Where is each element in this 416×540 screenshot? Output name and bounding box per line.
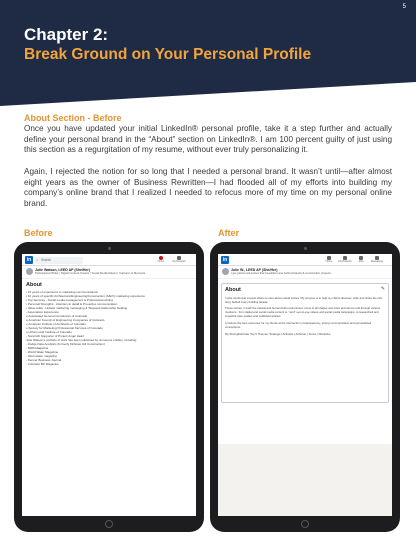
about-heading: About bbox=[26, 281, 42, 288]
about-line: o Urban Land Institute of Colorado bbox=[26, 330, 72, 335]
linkedin-navbar bbox=[22, 254, 196, 266]
nav-messaging[interactable] bbox=[370, 256, 384, 264]
search-input[interactable] bbox=[35, 257, 83, 264]
search-icon: ⌕ bbox=[36, 257, 39, 262]
profile-header bbox=[218, 266, 392, 279]
message-icon bbox=[375, 256, 379, 260]
profile-name: Julie Watson, LEED AP (She/Her) bbox=[35, 268, 90, 272]
about-line: - World Water Magazine bbox=[26, 350, 59, 355]
chapter-title: Break Ground on Your Personal Profile bbox=[24, 46, 312, 63]
before-label: Before bbox=[24, 228, 53, 238]
nav-my-network[interactable] bbox=[338, 256, 352, 264]
before-screen bbox=[22, 254, 196, 516]
nav-jobs[interactable] bbox=[354, 256, 368, 264]
after-tablet bbox=[210, 242, 400, 532]
about-paragraph-2: These stories, in both the natural and human-built environment, come in all shapes and sizes and can be told through various mediums - from digital and social media content to “nerd” eye-to-eye videos and social media campaigns, to researched and impactful case studies and published articles. bbox=[225, 306, 381, 319]
about-line: o American Institute of Architects of Colorado bbox=[26, 322, 86, 326]
about-line: - Denver Business Journal bbox=[26, 358, 62, 363]
network-icon bbox=[177, 256, 181, 260]
paragraph-2: Again, I rejected the notion for so long that I needed a personal brand. It wasn’t until—after almost eight years as the owner of Business Rewritten—I had flooded all of my efforts into building my company’s online brand that I realized I needed to refocus more of my time on my personal online brand. bbox=[24, 167, 392, 208]
about-line: - Nonprofit Supporter of Project Angel Heart bbox=[26, 334, 85, 339]
about-paragraph-3: I produce the best outcomes for my clients at the intersection of transparency, strong communication and personalized connections. bbox=[225, 321, 372, 330]
about-content bbox=[22, 290, 196, 367]
home-icon bbox=[327, 256, 331, 260]
network-icon bbox=[343, 256, 347, 260]
linkedin-logo-icon[interactable]: in bbox=[26, 257, 32, 263]
avatar[interactable] bbox=[26, 268, 33, 275]
page-number: 5 bbox=[402, 4, 406, 10]
nav-home-label: Home bbox=[157, 260, 165, 263]
about-line: - 5280 Magazine bbox=[26, 346, 49, 351]
about-line: - Dodge Data Analytics (formerly McGraw Hill Construction) bbox=[26, 342, 105, 347]
profile-name: Julie W., LEED AP (She/Her) bbox=[231, 268, 278, 272]
about-line: - Association Experience bbox=[26, 309, 59, 314]
about-line: o Associated General Contractors of Colorado bbox=[26, 313, 88, 318]
about-line: - Stormwater magazine bbox=[26, 354, 58, 359]
nav-messaging-label: Messaging bbox=[370, 260, 384, 263]
before-tablet bbox=[14, 242, 204, 532]
after-screen bbox=[218, 254, 392, 516]
about-heading: About bbox=[225, 286, 241, 293]
about-line: - Colorado Biz Magazine bbox=[26, 362, 59, 367]
about-line: • Top Services - Social media management & Professional writing bbox=[26, 297, 113, 302]
about-paragraph-4: My StrengthsFinder Top 5 Themes: Strategic | Activator | Achiever | Focus | Discipline bbox=[225, 331, 331, 336]
avatar[interactable] bbox=[222, 268, 229, 275]
after-label: After bbox=[218, 228, 240, 238]
home-icon bbox=[159, 256, 163, 260]
search-placeholder: Search bbox=[41, 257, 52, 262]
home-button[interactable] bbox=[105, 520, 113, 528]
about-line: Julie Watson’s portfolio of work has been published by numerous entities, including: bbox=[26, 338, 137, 343]
nav-home-label: Home bbox=[325, 260, 333, 263]
nav-network-label: My Network bbox=[338, 260, 352, 263]
home-button[interactable] bbox=[301, 520, 309, 528]
camera-dot bbox=[304, 247, 307, 250]
nav-my-network[interactable] bbox=[172, 256, 186, 264]
nav-home[interactable] bbox=[154, 256, 168, 264]
chapter-label: Chapter 2: bbox=[24, 25, 109, 44]
about-line: • 15 years of experience in marketing communications bbox=[26, 289, 98, 294]
nav-home[interactable] bbox=[322, 256, 336, 264]
edit-pencil-icon[interactable]: ✎ bbox=[380, 285, 385, 292]
about-line: • Personal Strengths - Attention to detail & Pro-active communication bbox=[26, 301, 118, 306]
profile-headline: Professional Writer | Digital Content Creator | Social Media Maven | Capturer of Moments bbox=[35, 271, 146, 275]
about-line: o American Council of Engineering Companies of Colorado bbox=[26, 317, 105, 322]
paragraph-1: Once you have updated your initial LinkedIn® personal profile, take it a step further and actually define your personal brand in the “About” section on LinkedIn®. I am 100 percent guilty of just using this section as a regurgitation of my resume, without ever truly personalizing it. bbox=[24, 124, 392, 154]
briefcase-icon bbox=[359, 256, 363, 260]
nav-jobs-label: Jobs bbox=[358, 260, 364, 263]
section-title: About Section - Before bbox=[24, 113, 122, 123]
linkedin-logo-icon[interactable]: in bbox=[222, 257, 228, 263]
about-paragraph-1: I write words that compel others to care about untold stories. My purpose is to help my clients discover, write and share the raw story behind every building façade. bbox=[225, 295, 383, 304]
page-background bbox=[218, 444, 392, 516]
about-line: • 10 years of specific Architecture/Engineering/Construction (A/E/C) marketing experience bbox=[26, 293, 145, 298]
about-line: o Society for Marketing Professional Services of Colorado bbox=[26, 326, 103, 331]
about-line: • Value Adds - Holistic marketing messaging & Targeted relationship building bbox=[26, 305, 128, 310]
profile-headline: I get paid to tell stories that beautiful mess behind brands & construction projects bbox=[231, 271, 331, 275]
nav-network-label: My Network bbox=[172, 260, 186, 263]
camera-dot bbox=[108, 247, 111, 250]
about-card bbox=[221, 283, 389, 403]
profile-header bbox=[22, 266, 196, 279]
linkedin-navbar bbox=[218, 254, 392, 266]
